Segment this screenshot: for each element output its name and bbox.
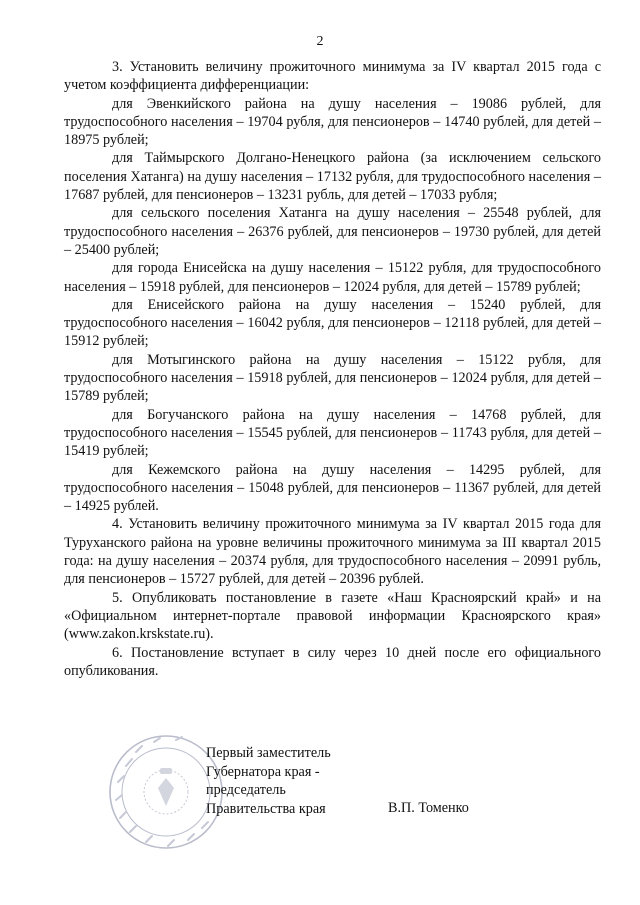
paragraph-khatanga: для сельского поселения Хатанга на душу населения – 25548 рублей, для трудоспособного населения – 26376 рублей, для пенсионеров – 19730 рублей, для детей – 25400 рублей; xyxy=(64,205,601,258)
paragraph-item-6: 6. Постановление вступает в силу через 10 дней после его официального опубликования. xyxy=(64,644,601,679)
paragraph-evenki: для Эвенкийского района на душу населения – 19086 рублей, для трудоспособного населения – 19704 рубля, для пенсионеров – 14740 рублей, для детей – 18975 рублей; xyxy=(64,95,601,149)
paragraph-boguchany: для Богучанского района на душу населения – 14768 рублей, для трудоспособного населения – 15545 рублей, для пенсионеров – 11743 рубля, для детей – 15419 рублей; xyxy=(64,406,601,460)
paragraph-yeniseysk-city: для города Енисейска на душу населения – 15122 рубля, для трудоспособного населения – 15918 рублей, для пенсионеров – 12024 рубля, для детей – 15789 рублей; xyxy=(64,260,601,295)
page-number: 2 xyxy=(316,34,324,49)
paragraph-item-3: 3. Установить величину прожиточного минимума за IV квартал 2015 года с учетом коэффициента дифференциации: xyxy=(64,59,601,94)
signatory-name: В.П. Томенко xyxy=(388,800,469,816)
document-body xyxy=(64,58,601,680)
paragraph-item-5: 5. Опубликовать постановление в газете «Наш Красноярский край» и на «Официальном интернет-портале правовой информации Красноярского края» (www.zakon.krskstate.ru). xyxy=(64,589,601,643)
signatory-title-line: Первый заместитель xyxy=(206,745,331,761)
paragraph-item-4: 4. Установить величину прожиточного минимума за IV квартал 2015 года для Туруханского района на уровне величины прожиточного минимума за III квартал 2015 года: на душу населения – 20374 рубля, для трудоспособного населения – 20991 рубль, для пенсионеров – 15727 рублей, для детей – 20396 рублей. xyxy=(64,516,601,588)
signature-block xyxy=(64,744,601,854)
paragraph-yeniseysky-district: для Енисейского района на душу населения – 15240 рублей, для трудоспособного населения – 16042 рубля, для пенсионеров – 12118 рублей, для детей – 15912 рублей; xyxy=(64,296,601,350)
signatory-title-line: Губернатора края - xyxy=(206,763,320,780)
paragraph-motygino: для Мотыгинского района на душу населения – 15122 рубля, для трудоспособного населения – 15918 рублей, для пенсионеров – 12024 рубля, для детей – 15789 рублей; xyxy=(64,351,601,405)
paragraph-taimyr: для Таймырского Долгано-Ненецкого района (за исключением сельского поселения Хатанга) на душу населения – 17132 рубля, для трудоспособного населения – 17687 рублей, для пенсионеров – 13231 рубль, для детей – 17033 рубля; xyxy=(64,150,601,204)
paragraph-kezhma: для Кежемского района на душу населения – 14295 рублей, для трудоспособного населения – 15048 рублей, для пенсионеров – 11367 рублей, для детей – 14925 рублей. xyxy=(64,461,601,515)
signatory-title-line: председатель xyxy=(206,782,286,798)
signatory-title-line: Правительства края xyxy=(206,800,326,817)
signatory-title xyxy=(206,744,331,818)
